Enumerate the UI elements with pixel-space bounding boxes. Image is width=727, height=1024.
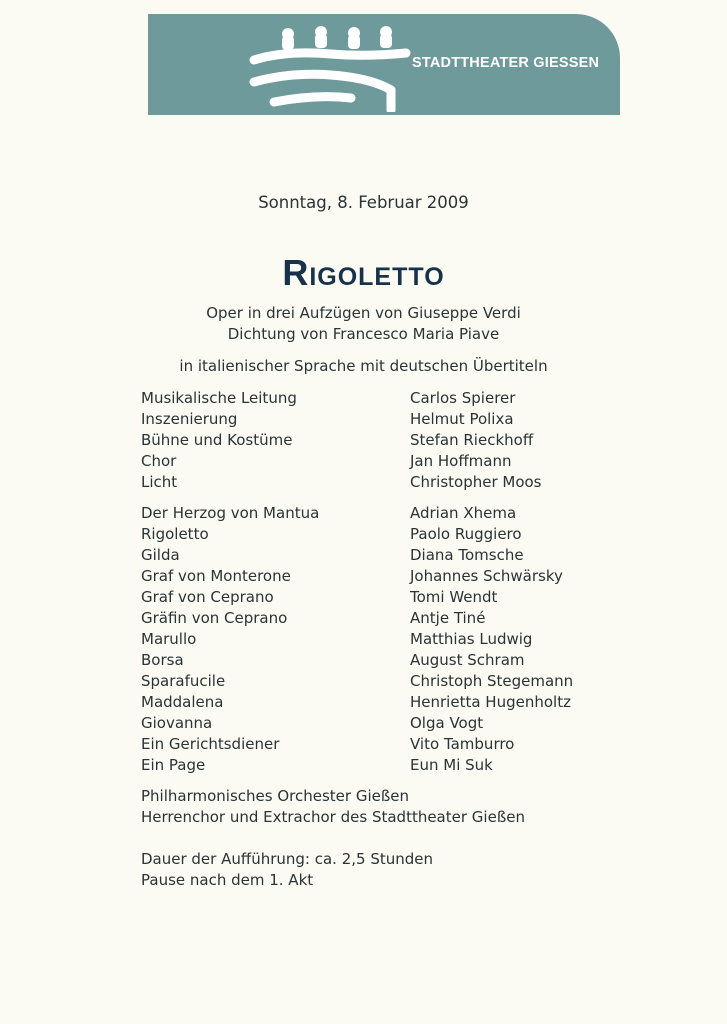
- cast-person: Henrietta Hugenholtz: [410, 693, 571, 711]
- cast-person: Johannes Schwärsky: [410, 567, 563, 585]
- theater-logo-icon: [246, 20, 411, 112]
- cast-person: Adrian Xhema: [410, 504, 517, 522]
- cast-person: Olga Vogt: [410, 714, 484, 732]
- cast-person: Matthias Ludwig: [410, 630, 533, 648]
- subtitle-composer: Oper in drei Aufzügen von Giuseppe Verdi: [206, 304, 521, 322]
- credit-person: Helmut Polixa: [410, 410, 514, 428]
- credit-role: Musikalische Leitung: [141, 389, 297, 407]
- credit-role: Inszenierung: [141, 410, 238, 428]
- cast-role: Ein Gerichtsdiener: [141, 735, 280, 753]
- pause-note: Pause nach dem 1. Akt: [141, 871, 314, 889]
- cast-role: Maddalena: [141, 693, 224, 711]
- cast-role: Borsa: [141, 651, 184, 669]
- cast-role: Sparafucile: [141, 672, 226, 690]
- header-banner: [148, 14, 620, 115]
- credit-person: Carlos Spierer: [410, 389, 516, 407]
- cast-person: August Schram: [410, 651, 525, 669]
- cast-role: Gilda: [141, 546, 180, 564]
- cast-person: Vito Tamburro: [410, 735, 515, 753]
- credit-person: Jan Hoffmann: [410, 452, 512, 470]
- cast-person: Diana Tomsche: [410, 546, 524, 564]
- ensemble-orchestra: Philharmonisches Orchester Gießen: [141, 787, 410, 805]
- subtitle-libretto: Dichtung von Francesco Maria Piave: [227, 325, 500, 343]
- cast-role: Rigoletto: [141, 525, 209, 543]
- credit-role: Chor: [141, 452, 177, 470]
- cast-person: Antje Tiné: [410, 609, 486, 627]
- page-title: Rigoletto: [282, 252, 445, 293]
- cast-role: Graf von Ceprano: [141, 588, 274, 606]
- theater-name: STADTTHEATER GIESSEN: [412, 55, 600, 71]
- performance-date: Sonntag, 8. Februar 2009: [258, 193, 469, 212]
- cast-person: Paolo Ruggiero: [410, 525, 522, 543]
- credit-person: Stefan Rieckhoff: [410, 431, 534, 449]
- credit-role: Licht: [141, 473, 178, 491]
- duration-note: Dauer der Aufführung: ca. 2,5 Stunden: [141, 850, 434, 868]
- cast-person: Christoph Stegemann: [410, 672, 574, 690]
- cast-role: Der Herzog von Mantua: [141, 504, 320, 522]
- cast-role: Marullo: [141, 630, 197, 648]
- language-note: in italienischer Sprache mit deutschen Übertiteln: [179, 357, 548, 375]
- cast-person: Tomi Wendt: [410, 588, 498, 606]
- credit-role: Bühne und Kostüme: [141, 431, 293, 449]
- cast-role: Giovanna: [141, 714, 213, 732]
- cast-role: Gräfin von Ceprano: [141, 609, 288, 627]
- cast-person: Eun Mi Suk: [410, 756, 493, 774]
- cast-role: Ein Page: [141, 756, 206, 774]
- ensemble-choir: Herrenchor und Extrachor des Stadttheater Gießen: [141, 808, 526, 826]
- cast-role: Graf von Monterone: [141, 567, 291, 585]
- credit-person: Christopher Moos: [410, 473, 542, 491]
